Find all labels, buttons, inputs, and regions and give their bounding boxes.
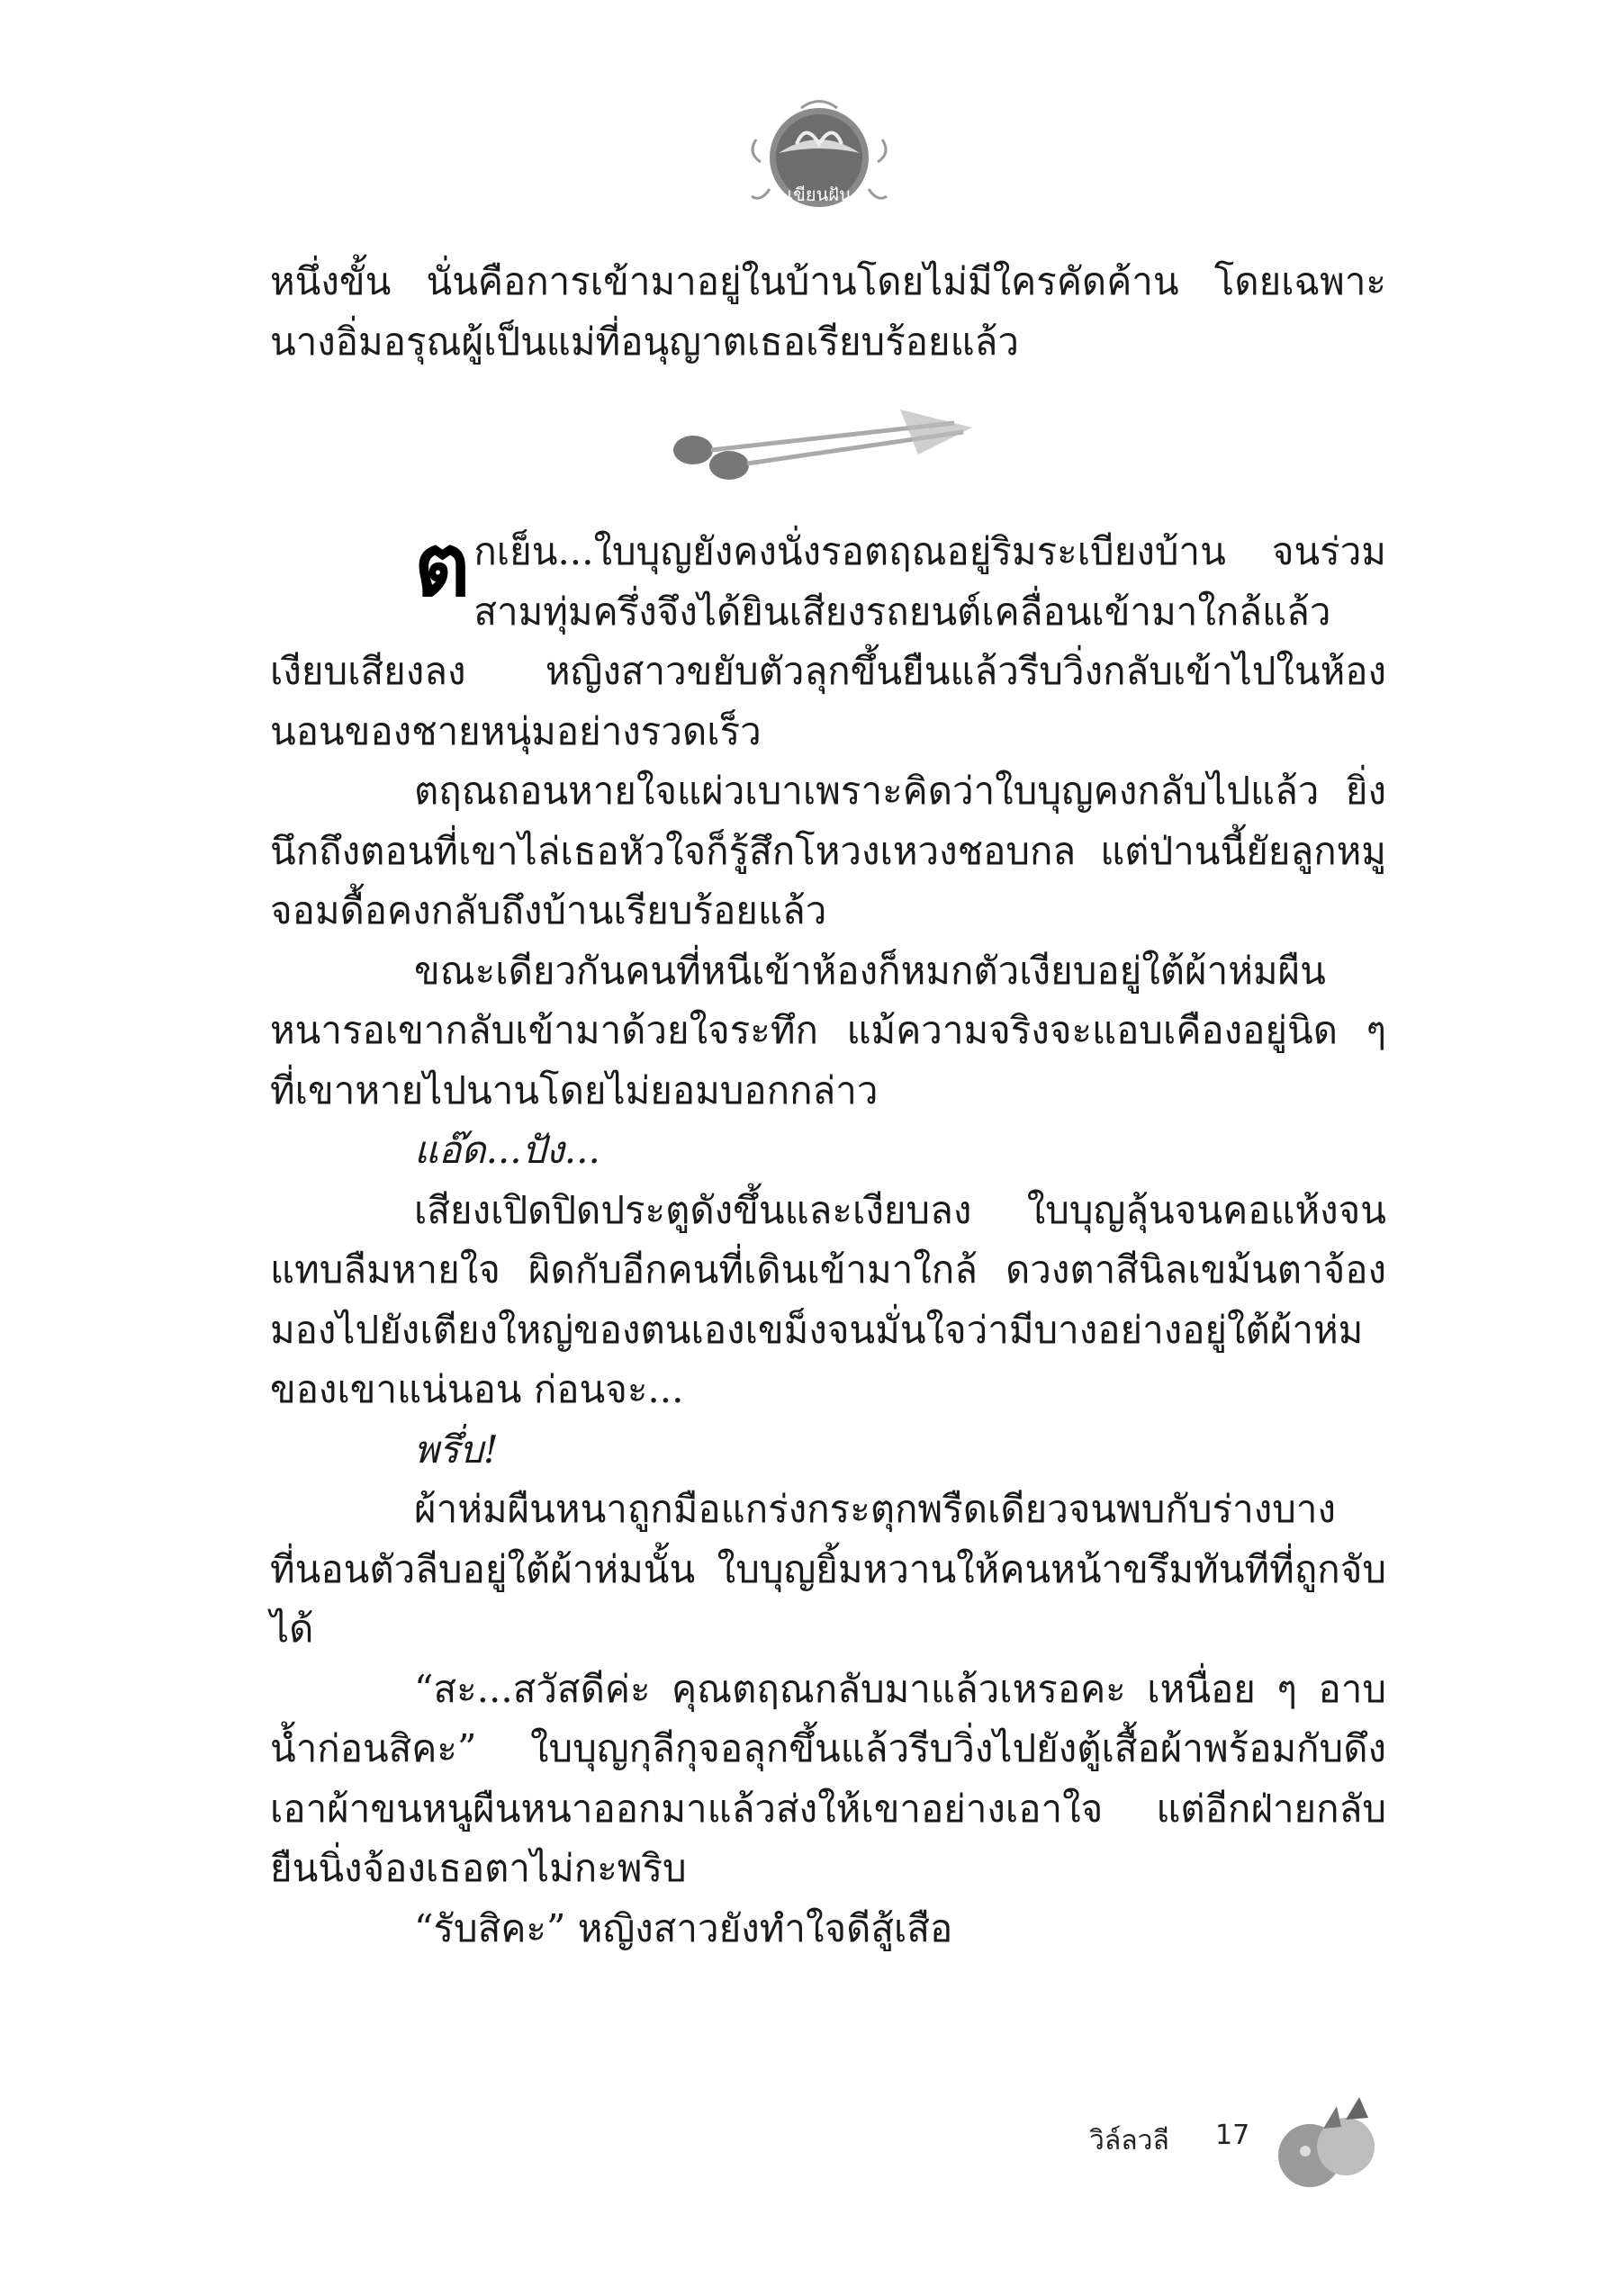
paragraph: “สะ...สวัสดีค่ะ คุณตฤณกลับมาแล้วเหรอคะ เหนื่อย ๆ อาบน้ำก่อนสิคะ” ใบบุญกุลีกุจอลุกขึ้นแล้วรีบวิ่งไปยังตู้เสื้อผ้าพร้อมกับดึงเอาผ้าขนหนูผืนหนาออกมาแล้วส่งให้เขาอย่างเอาใจ แต่อีกฝ่ายกลับยืนนิ่งจ้องเธอตาไม่กะพริบ (270, 1666, 1386, 1890)
page-number: 17 (1215, 2120, 1250, 2151)
sound-effect: แอ๊ด...ปัง... (414, 1128, 600, 1172)
fruit-icon (1269, 2093, 1386, 2196)
section-text (270, 514, 1386, 1958)
paragraph: ตฤณถอนหายใจแผ่วเบาเพราะคิดว่าใบบุญคงกลับไปแล้ว ยิ่งนึกถึงตอนที่เขาไล่เธอหัวใจก็รู้สึกโหวงเหวงชอบกล แต่ป่านนี้ยัยลูกหมูจอมดื้อคงกลับถึงบ้านเรียบร้อยแล้ว (270, 769, 1386, 932)
divider-ornament (666, 401, 981, 482)
sound-effect: พรึ่บ! (414, 1427, 499, 1472)
book-title: วิล์ลวลี (1089, 2125, 1169, 2156)
body-text (270, 252, 1386, 372)
paragraph: เสียงเปิดปิดประตูดังขึ้นและเงียบลง ใบบุญลุ้นจนคอแห้งจนแทบลืมหายใจ ผิดกับอีกคนที่เดินเข้ามาใกล้ ดวงตาสีนิลเขม้นตาจ้องมองไปยังเตียงใหญ่ของตนเองเขม็งจนมั่นใจว่ามีบางอย่างอยู่ใต้ผ้าห่มของเขาแน่นอน ก่อนจะ... (270, 1187, 1386, 1411)
paragraph: ขณะเดียวกันคนที่หนีเข้าห้องก็หมกตัวเงียบอยู่ใต้ผ้าห่มผืนหนารอเขากลับเข้ามาด้วยใจระทึก แม้ความจริงจะแอบเคืองอยู่นิด ๆ ที่เขาหายไปนานโดยไม่ยอมบอกกล่าว (270, 948, 1386, 1112)
logo-label: เขียนฝัน (787, 184, 852, 205)
drop-cap: ต (414, 514, 471, 616)
first-paragraph: ตกเย็น...ใบบุญยังคงนั่งรอตฤณอยู่ริมระเบียงบ้าน จนร่วมสามทุ่มครึ่งจึงได้ยินเสียงรถยนต์เคลื่อนเข้ามาใกล้แล้วเงียบเสียงลง หญิงสาวขยับตัวลุกขึ้นยืนแล้วรีบวิ่งกลับเข้าไปในห้องนอนของชายหนุ่มอย่างรวดเร็ว (270, 514, 1386, 753)
header-logo (743, 90, 896, 225)
paragraph: หนึ่งขั้น นั่นคือการเข้ามาอยู่ในบ้านโดยไม่มีใครคัดค้าน โดยเฉพาะนางอิ่มอรุณผู้เป็นแม่ที่อนุญาตเธอเรียบร้อยแล้ว (270, 259, 1386, 364)
page-footer (1089, 2093, 1395, 2201)
paragraph: “รับสิคะ” หญิงสาวยังทำใจดีสู้เสือ (414, 1905, 953, 1950)
paragraph: ผ้าห่มผืนหนาถูกมือแกร่งกระตุกพรืดเดียวจนพบกับร่างบางที่นอนตัวลีบอยู่ใต้ผ้าห่มนั้น ใบบุญยิ้มหวานให้คนหน้าขรึมทันทีที่ถูกจับได้ (270, 1487, 1386, 1651)
flower-ornament-icon (666, 401, 981, 482)
